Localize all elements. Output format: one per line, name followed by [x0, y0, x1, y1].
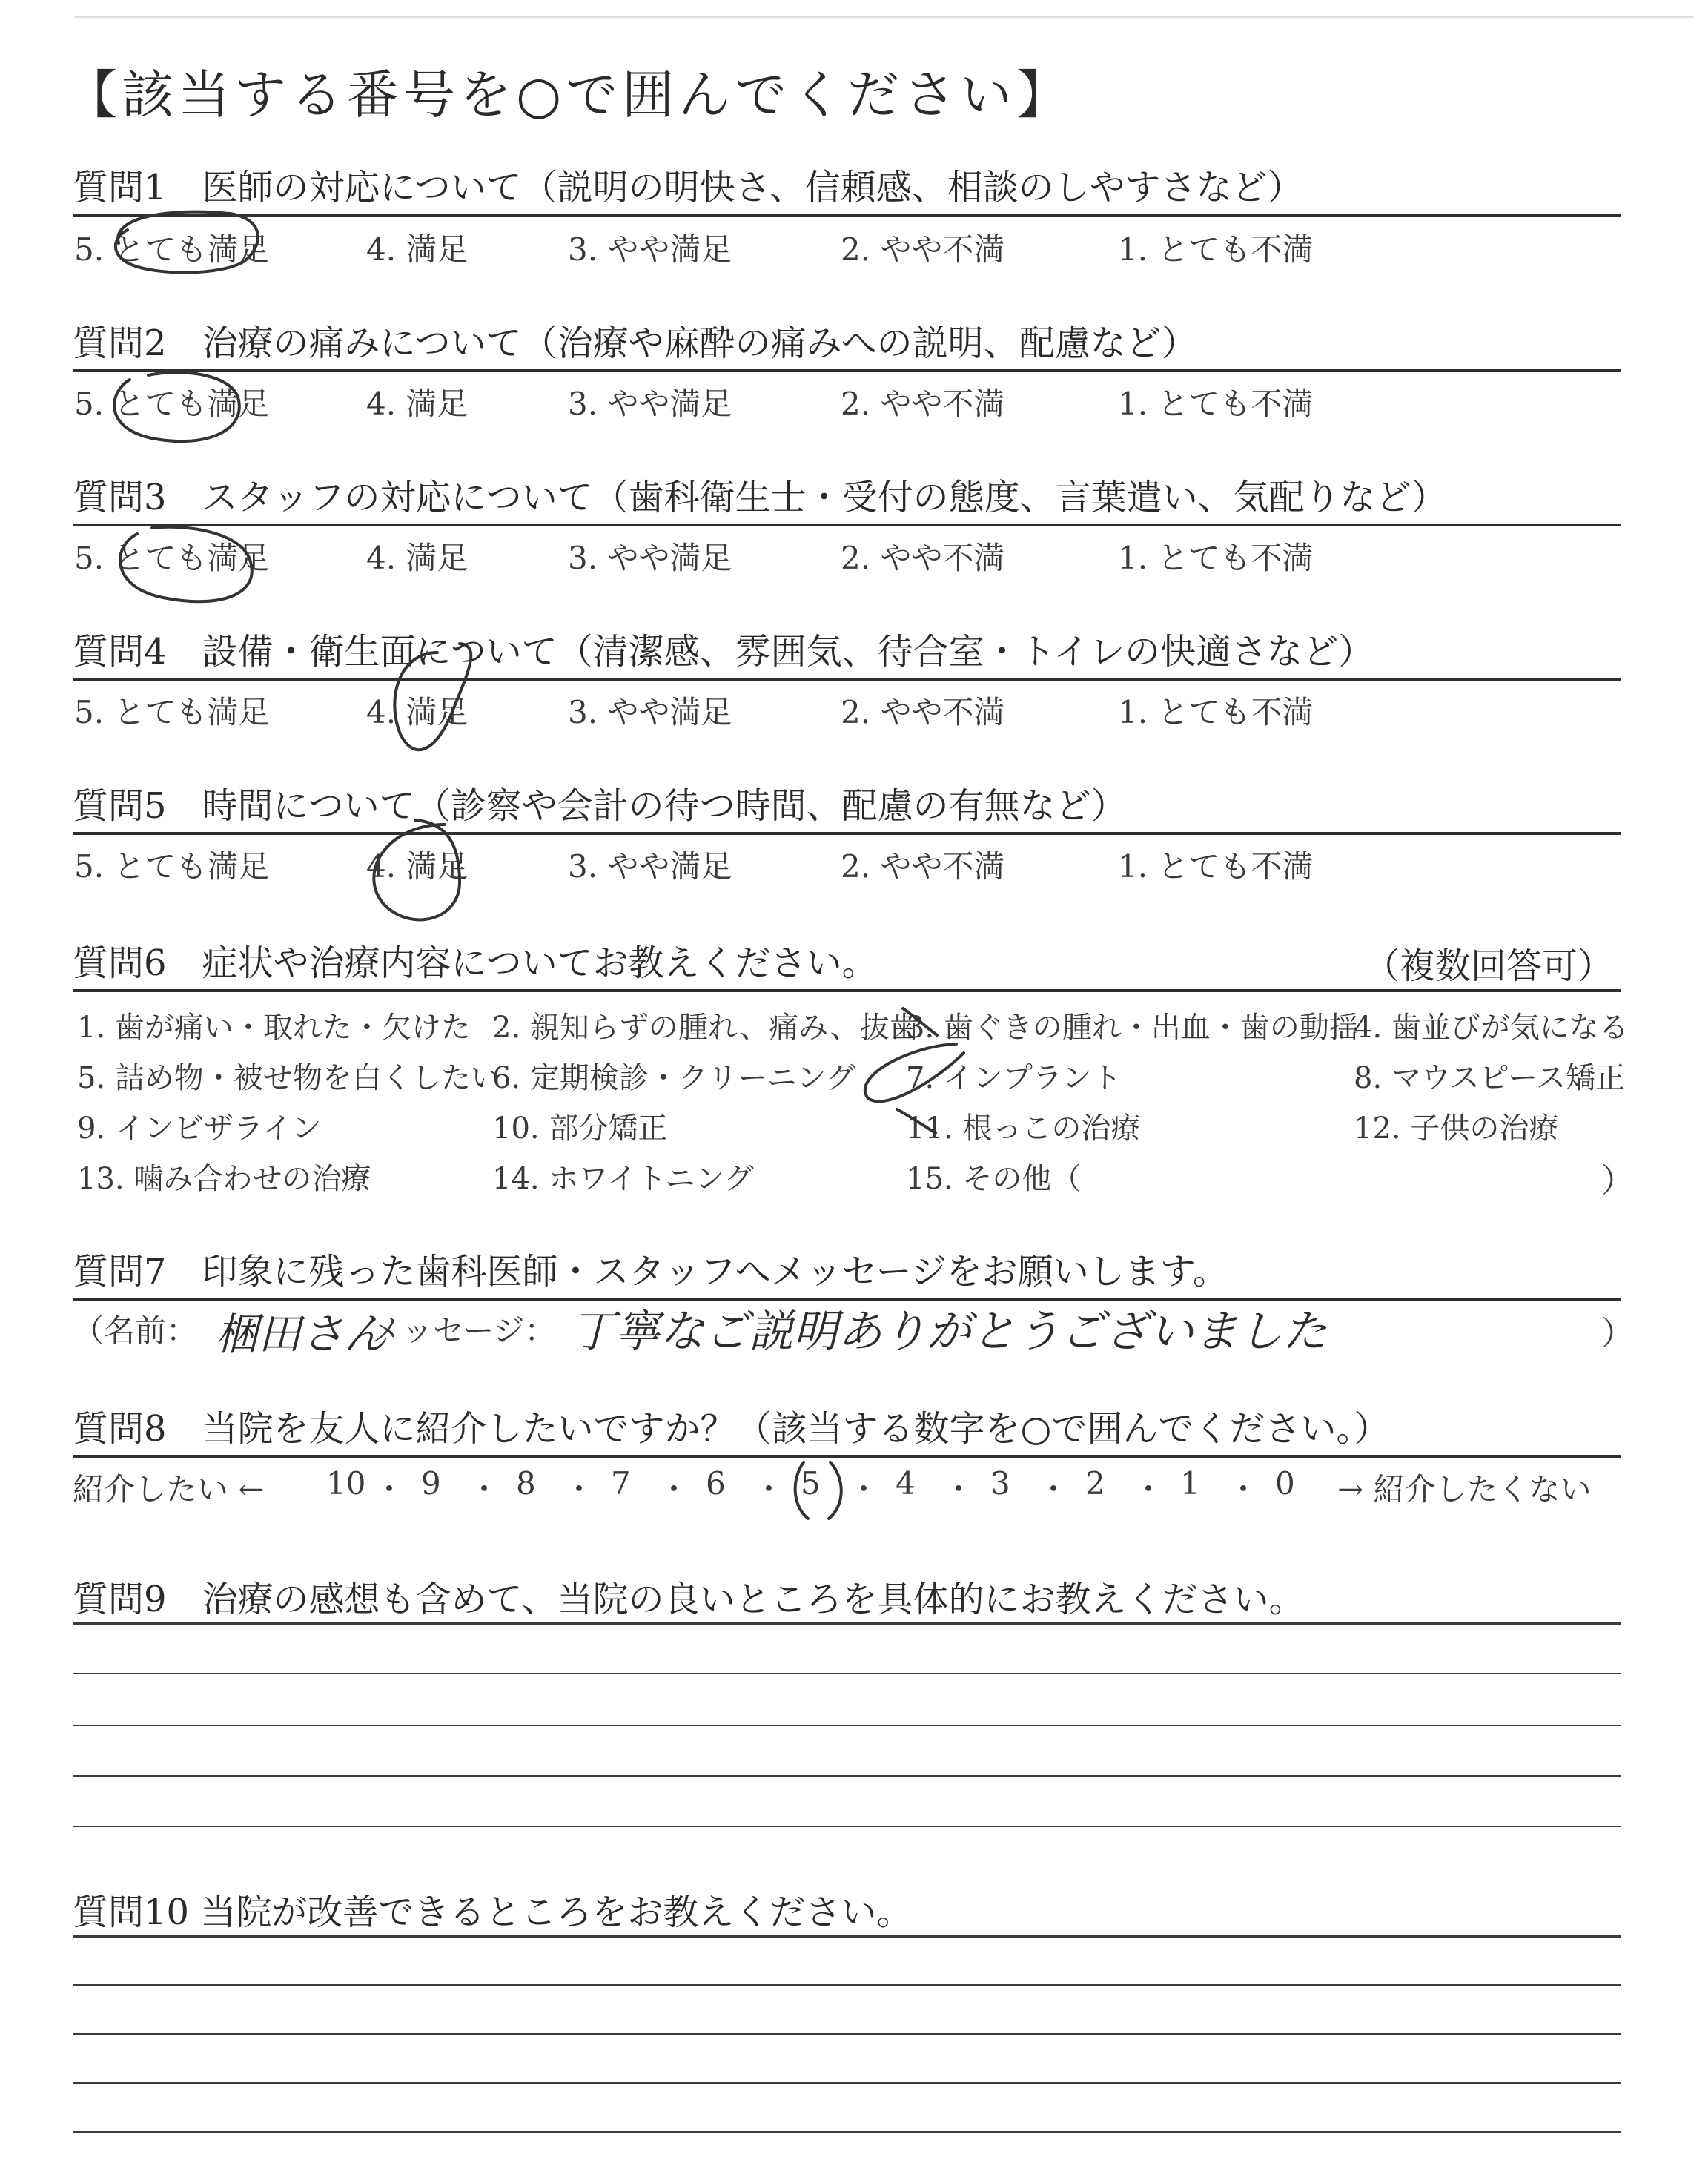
- q10-line[interactable]: [73, 1984, 1621, 1986]
- q3-option-2[interactable]: 2. やや不満: [841, 540, 1005, 576]
- q9-line[interactable]: [73, 1673, 1621, 1674]
- q8-scale-value-8[interactable]: 8: [516, 1465, 536, 1502]
- q8-rule: [73, 1455, 1621, 1458]
- q2-option-3[interactable]: 3. やや満足: [568, 386, 732, 422]
- q8-left-label: 紹介したい ←: [73, 1471, 265, 1507]
- q8-scale-dot: ・: [1228, 1471, 1260, 1507]
- q3-option-4[interactable]: 4. 満足: [366, 540, 469, 576]
- q8-scale-value-6[interactable]: 6: [706, 1465, 726, 1502]
- q6-option[interactable]: 11. 根っこの治療: [906, 1112, 1141, 1146]
- q1-rule: [73, 214, 1621, 217]
- q8-scale-dot: ・: [1038, 1471, 1070, 1507]
- q3-rule: [73, 524, 1621, 526]
- q9-title: 質問9 治療の感想も含めて、当院の良いところを具体的にお教えください。: [73, 1579, 1305, 1620]
- q5-rule: [73, 832, 1621, 835]
- q9-line[interactable]: [73, 1826, 1621, 1827]
- q5-option-2[interactable]: 2. やや不満: [841, 848, 1005, 885]
- q7-name-label: （名前：: [73, 1312, 198, 1349]
- q6-option[interactable]: 2. 親知らずの腫れ、痛み、抜歯: [492, 1011, 919, 1045]
- q6-option[interactable]: 13. 噛み合わせの治療: [77, 1162, 371, 1196]
- q6-option[interactable]: 9. インビザライン: [77, 1112, 322, 1146]
- q6-option[interactable]: 6. 定期検診・クリーニング: [492, 1061, 856, 1095]
- q8-scale-dot: ・: [658, 1471, 690, 1507]
- top-border: [74, 16, 1693, 18]
- q10-line[interactable]: [73, 2131, 1621, 2133]
- q7-close-paren: ）: [1601, 1315, 1634, 1353]
- q2-option-4[interactable]: 4. 満足: [366, 386, 469, 422]
- q6-title: 質問6 症状や治療内容についてお教えください。: [73, 942, 878, 984]
- q6-multiple-note: （複数回答可）: [1364, 945, 1614, 987]
- q4-option-2[interactable]: 2. やや不満: [841, 694, 1005, 730]
- q8-scale-dot: ・: [374, 1471, 406, 1507]
- q8-scale-value-1[interactable]: 1: [1180, 1465, 1200, 1502]
- q4-option-3[interactable]: 3. やや満足: [568, 694, 732, 730]
- q2-rule: [73, 369, 1621, 372]
- q9-line[interactable]: [73, 1775, 1621, 1777]
- q8-answer-mark-right: [829, 1462, 841, 1519]
- q6-option[interactable]: 15. その他（: [906, 1162, 1082, 1196]
- q7-message-label: メッセージ：: [371, 1312, 556, 1349]
- q1-option-2[interactable]: 2. やや不満: [841, 231, 1005, 268]
- q5-option-4[interactable]: 4. 満足: [366, 848, 469, 885]
- q2-title: 質問2 治療の痛みについて（治療や麻酔の痛みへの説明、配慮など）: [73, 323, 1197, 364]
- q9-line[interactable]: [73, 1725, 1621, 1726]
- q4-title: 質問4 設備・衛生面について（清潔感、雰囲気、待合室・トイレの快適さなど）: [73, 631, 1374, 673]
- q8-right-label: → 紹介したくない: [1337, 1471, 1592, 1507]
- q8-scale-dot: ・: [563, 1471, 595, 1507]
- q6-option[interactable]: 4. 歯並びが気になる: [1354, 1011, 1629, 1045]
- q8-title: 質問8 当院を友人に紹介したいですか？（該当する数字を○で囲んでください。）: [73, 1408, 1390, 1450]
- q4-option-5[interactable]: 5. とても満足: [74, 694, 270, 730]
- q6-option[interactable]: 8. マウスピース矯正: [1354, 1061, 1626, 1095]
- q7-name-value[interactable]: 梱田さん: [215, 1309, 388, 1359]
- q3-option-1[interactable]: 1. とても不満: [1118, 540, 1314, 576]
- q8-scale-value-2[interactable]: 2: [1085, 1465, 1105, 1502]
- q7-message-value[interactable]: 丁寧なご説明ありがとうございました: [571, 1306, 1327, 1358]
- q6-option[interactable]: 1. 歯が痛い・取れた・欠けた: [77, 1011, 471, 1045]
- q6-rule: [73, 989, 1621, 992]
- q1-option-4[interactable]: 4. 満足: [366, 231, 469, 268]
- q1-option-1[interactable]: 1. とても不満: [1118, 231, 1314, 268]
- q6-option[interactable]: 12. 子供の治療: [1354, 1112, 1559, 1146]
- q8-scale-value-3[interactable]: 3: [990, 1465, 1010, 1502]
- q2-option-5[interactable]: 5. とても満足: [74, 386, 270, 422]
- q3-option-3[interactable]: 3. やや満足: [568, 540, 732, 576]
- q5-title: 質問5 時間について（診察や会計の待つ時間、配慮の有無など）: [73, 785, 1127, 827]
- q1-option-3[interactable]: 3. やや満足: [568, 231, 732, 268]
- q7-title: 質問7 印象に残った歯科医師・スタッフへメッセージをお願いします。: [73, 1251, 1228, 1292]
- q2-option-1[interactable]: 1. とても不満: [1118, 386, 1314, 422]
- q5-option-5[interactable]: 5. とても満足: [74, 848, 270, 885]
- q4-option-1[interactable]: 1. とても不満: [1118, 694, 1314, 730]
- q10-line[interactable]: [73, 2082, 1621, 2084]
- q8-scale-value-0[interactable]: 0: [1275, 1465, 1295, 1502]
- q10-line[interactable]: [73, 1935, 1621, 1938]
- q8-scale-dot: ・: [943, 1471, 975, 1507]
- q1-option-5[interactable]: 5. とても満足: [74, 231, 270, 268]
- q5-option-3[interactable]: 3. やや満足: [568, 848, 732, 885]
- q4-option-4[interactable]: 4. 満足: [366, 694, 469, 730]
- q5-option-1[interactable]: 1. とても不満: [1118, 848, 1314, 885]
- q6-option[interactable]: 7. インプラント: [906, 1061, 1122, 1095]
- page-heading: 【該当する番号を○で囲んでください】: [65, 65, 1073, 125]
- q8-scale-value-5[interactable]: 5: [801, 1465, 821, 1502]
- q8-scale-value-9[interactable]: 9: [421, 1465, 441, 1502]
- q6-other-close-paren: ）: [1601, 1162, 1634, 1200]
- q6-option[interactable]: 14. ホワイトニング: [492, 1162, 754, 1196]
- q3-option-5[interactable]: 5. とても満足: [74, 540, 270, 576]
- q4-rule: [73, 678, 1621, 681]
- q8-scale-dot: ・: [848, 1471, 880, 1507]
- q10-line[interactable]: [73, 2033, 1621, 2035]
- q8-scale-dot: ・: [469, 1471, 500, 1507]
- q8-scale-value-10[interactable]: 10: [326, 1465, 366, 1502]
- q8-scale-dot: ・: [1133, 1471, 1165, 1507]
- q1-title: 質問1 医師の対応について（説明の明快さ、信頼感、相談のしやすさなど）: [73, 167, 1303, 208]
- q10-title: 質問10 当院が改善できるところをお教えください。: [73, 1892, 913, 1933]
- q3-title: 質問3 スタッフの対応について（歯科衛生士・受付の態度、言葉遣い、気配りなど）: [73, 477, 1447, 518]
- q2-option-2[interactable]: 2. やや不満: [841, 386, 1005, 422]
- q6-option[interactable]: 5. 詰め物・被せ物を白くしたい: [77, 1061, 500, 1095]
- q8-scale-value-4[interactable]: 4: [896, 1465, 916, 1502]
- q8-scale-dot: ・: [753, 1471, 785, 1507]
- q6-option[interactable]: 10. 部分矯正: [492, 1112, 668, 1146]
- q8-scale-value-7[interactable]: 7: [611, 1465, 631, 1502]
- q9-line[interactable]: [73, 1622, 1621, 1625]
- q6-option[interactable]: 3. 歯ぐきの腫れ・出血・歯の動揺: [906, 1011, 1359, 1045]
